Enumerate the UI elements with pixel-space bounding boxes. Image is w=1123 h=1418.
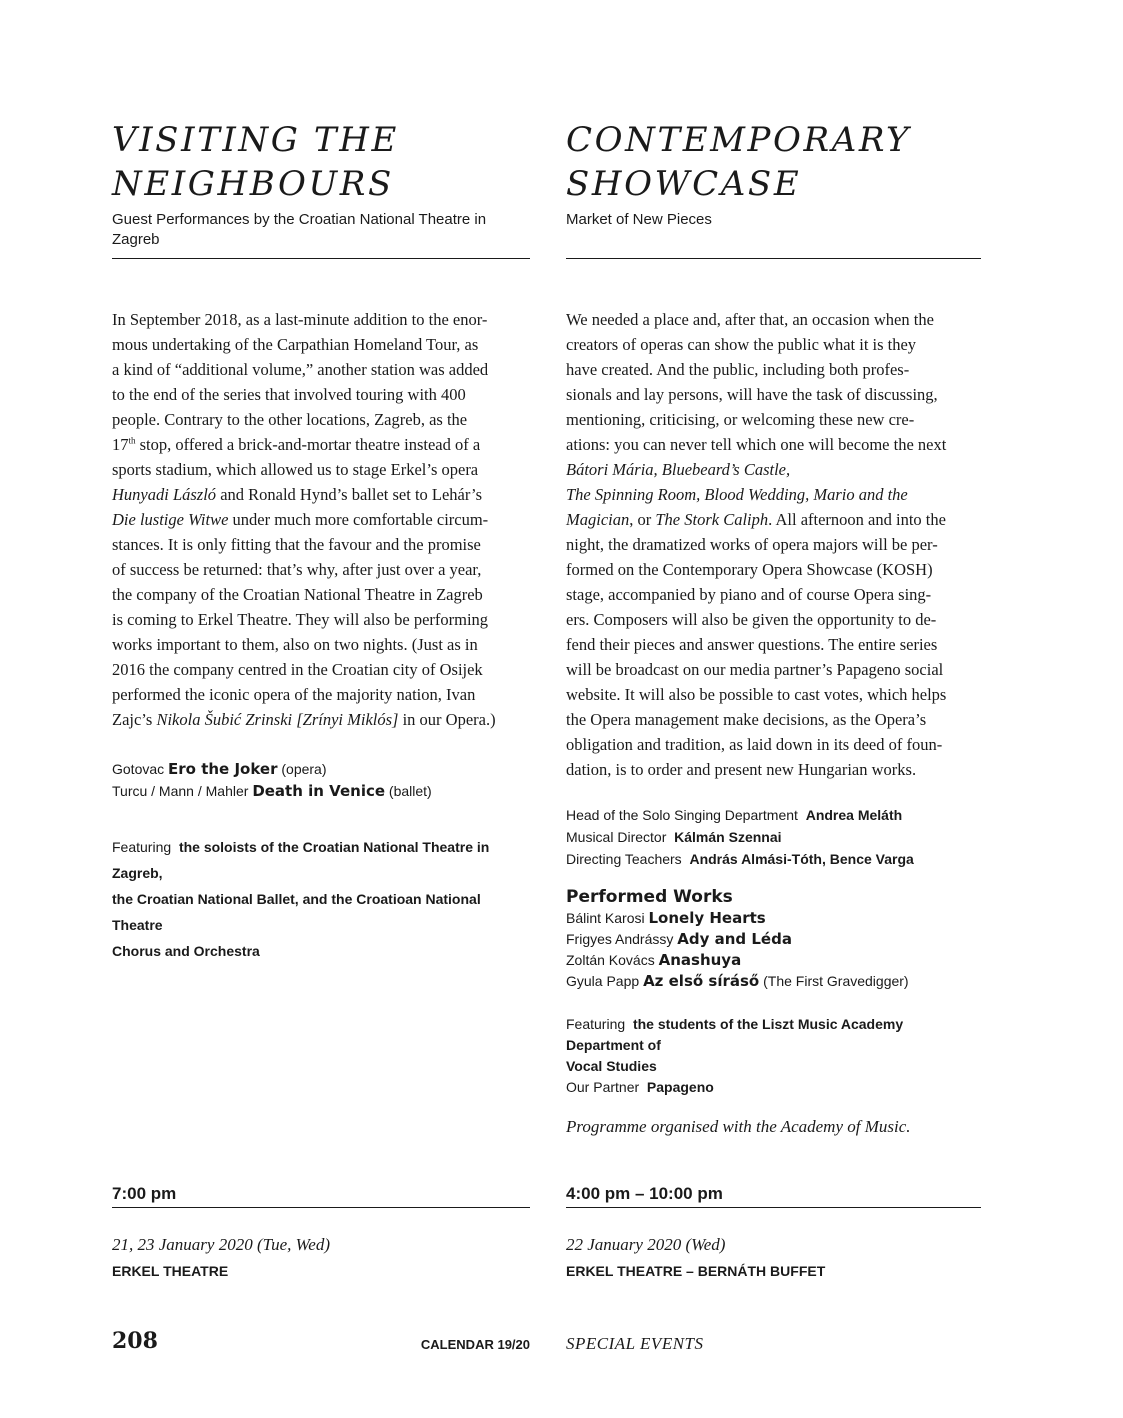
featuring-text: Vocal Studies	[566, 1058, 657, 1074]
featuring-label: Featuring	[112, 839, 172, 855]
featuring-text: the students of the Liszt Music Academy Department of	[566, 1016, 904, 1053]
right-featuring	[566, 1014, 981, 1077]
opera-title-italic: Magician	[566, 510, 630, 529]
ordinal-suffix: th	[128, 435, 136, 446]
partner-name: Papageno	[646, 1079, 714, 1095]
footer-section-label: SPECIAL EVENTS	[566, 1334, 704, 1353]
featuring-label: Featuring	[566, 1016, 626, 1032]
left-subtitle: Guest Performances by the Croatian National Theatre in Zagreb	[112, 211, 487, 248]
ballet-title-italic: Die lustige Witwe	[112, 510, 229, 529]
left-body-text: under much more comfortable circum-	[228, 510, 489, 529]
featuring-text: the soloists of the Croatian National Theatre in Zagreb,	[112, 839, 490, 881]
left-time: 7:00 pm	[112, 1184, 177, 1203]
right-body-line: stage, accompanied by piano and of course Opera sing-	[566, 585, 932, 604]
right-works-list	[566, 908, 981, 992]
left-body-line: works important to them, also on two nights. (Just as in	[112, 635, 478, 654]
right-title-line2: SHOWCASE	[566, 164, 802, 204]
work-item	[566, 950, 981, 971]
right-body-line: dation, is to order and present new Hungarian works.	[566, 760, 917, 779]
left-body-line	[112, 482, 530, 507]
work-type: (ballet)	[388, 783, 432, 799]
left-body-text: stop, offered a brick-and-mortar theatre instead of a	[135, 435, 481, 454]
right-body-line: will be broadcast on our media partner’s Papageno social	[566, 660, 944, 679]
credit-role: Head of the Solo Singing Department	[566, 807, 798, 823]
left-body-line: a kind of “additional volume,” another station was added	[112, 360, 489, 379]
right-body-line: have created. And the public, including both profes-	[566, 360, 910, 379]
left-title-line1: VISITING THE	[112, 120, 399, 160]
credit-name: Kálmán Szennai	[674, 829, 782, 845]
opera-titles-italic: The Spinning Room, Blood Wedding, Mario and the	[566, 485, 908, 504]
right-subtitle: Market of New Pieces	[566, 211, 712, 228]
left-top-divider	[112, 258, 530, 259]
partner-label: Our Partner	[566, 1079, 640, 1095]
right-body-line: mentioning, criticising, or welcoming these new cre-	[566, 410, 915, 429]
credit-role: Directing Teachers	[566, 851, 682, 867]
left-featuring	[112, 834, 530, 964]
work-title: Death in Venice	[252, 782, 386, 800]
work-composer: Gyula Papp	[566, 973, 640, 989]
credit-item	[566, 804, 981, 826]
work-composer: Turcu / Mann / Mahler	[112, 783, 249, 799]
left-body-text: and Ronald Hynd’s ballet set to Lehár’s	[216, 485, 482, 504]
work-composer: Bálint Karosi	[566, 910, 645, 926]
right-time: 4:00 pm – 10:00 pm	[566, 1184, 723, 1203]
left-body-line: people. Contrary to the other locations, Zagreb, as the	[112, 410, 468, 429]
left-venue: ERKEL THEATRE	[112, 1263, 229, 1279]
left-body	[112, 307, 530, 732]
work-title: Az első síráső	[643, 972, 760, 990]
left-body-text: Zajc’s	[112, 710, 157, 729]
work-composer: Gotovac	[112, 761, 165, 777]
right-body-line: the Opera management make decisions, as the Opera’s	[566, 710, 927, 729]
opera-titles-italic: Bátori Mária, Bluebeard’s Castle,	[566, 460, 791, 479]
footer-calendar-label: CALENDAR 19/20	[420, 1337, 530, 1352]
work-item	[566, 929, 981, 950]
left-body-line: sports stadium, which allowed us to stage Erkel’s opera	[112, 460, 479, 479]
left-body-line	[112, 707, 530, 732]
right-top-divider	[566, 258, 981, 259]
right-body-line: ations: you can never tell which one will become the next	[566, 435, 947, 454]
ordinal-number: 17	[112, 435, 129, 454]
left-works-list	[112, 758, 530, 802]
left-body-line: mous undertaking of the Carpathian Homeland Tour, as	[112, 335, 479, 354]
opera-title-italic: Nikola Šubić Zrinski [Zrínyi Miklós]	[156, 710, 399, 729]
left-body-line: 2016 the company centred in the Croatian city of Osijek	[112, 660, 483, 679]
left-body-line: the company of the Croatian National Theatre in Zagreb	[112, 585, 483, 604]
left-body-line: stances. It is only fitting that the favour and the promise	[112, 535, 481, 554]
right-partner	[566, 1076, 981, 1098]
work-composer: Zoltán Kovács	[566, 952, 655, 968]
right-body-line: formed on the Contemporary Opera Showcase (KOSH)	[566, 560, 933, 579]
right-title-line1: CONTEMPORARY	[566, 120, 912, 160]
left-body-line: to the end of the series that involved touring with 400	[112, 385, 466, 404]
left-time-divider	[112, 1207, 530, 1208]
left-title	[112, 118, 530, 206]
right-title	[566, 118, 981, 206]
right-body-line: ers. Composers will also be given the opportunity to de-	[566, 610, 937, 629]
work-title: Ady and Léda	[677, 930, 792, 948]
right-body-line: obligation and tradition, as laid down in its deed of foun-	[566, 735, 943, 754]
featuring-text: the Croatian National Ballet, and the Croatioan National Theatre	[112, 891, 481, 933]
work-title: Lonely Hearts	[648, 909, 766, 927]
credit-role: Musical Director	[566, 829, 667, 845]
work-title: Anashuya	[658, 951, 742, 969]
featuring-text: Chorus and Orchestra	[112, 943, 260, 959]
right-body-line: website. It will also be possible to cast votes, which helps	[566, 685, 947, 704]
left-body-line: is coming to Erkel Theatre. They will also be performing	[112, 610, 489, 629]
right-venue: ERKEL THEATRE – BERNÁTH BUFFET	[566, 1263, 826, 1279]
right-body-line: fend their pieces and answer questions. The entire series	[566, 635, 938, 654]
left-body-line	[112, 432, 530, 457]
programme-note: Programme organised with the Academy of Music.	[566, 1117, 911, 1136]
work-title: Ero the Joker	[168, 760, 278, 778]
right-credits	[566, 804, 981, 870]
work-type: (opera)	[281, 761, 327, 777]
credit-name: Andrea Meláth	[805, 807, 903, 823]
left-title-line2: NEIGHBOURS	[112, 164, 394, 204]
left-body-line	[112, 507, 530, 532]
right-body-line	[566, 457, 981, 482]
right-body-line	[566, 482, 981, 507]
left-body-line: In September 2018, as a last-minute addition to the enor-	[112, 310, 488, 329]
right-body-line: sionals and lay persons, will have the task of discussing,	[566, 385, 938, 404]
right-time-divider	[566, 1207, 981, 1208]
credit-item	[566, 848, 981, 870]
work-composer: Frigyes Andrássy	[566, 931, 674, 947]
work-item	[566, 908, 981, 929]
left-body-line: performed the iconic opera of the majority nation, Ivan	[112, 685, 476, 704]
performed-works-heading: Performed Works	[566, 887, 733, 907]
right-body-line: creators of operas can show the public what it is they	[566, 335, 917, 354]
credit-item	[566, 826, 981, 848]
work-item	[112, 780, 530, 802]
right-body	[566, 307, 981, 782]
left-body-text: in our Opera.)	[398, 710, 496, 729]
right-body-text: . All afternoon and into the	[768, 510, 946, 529]
right-date: 22 January 2020 (Wed)	[566, 1235, 726, 1254]
work-item	[566, 971, 981, 992]
page-number: 208	[112, 1328, 158, 1354]
left-date: 21, 23 January 2020 (Tue, Wed)	[112, 1235, 330, 1254]
right-body-line: We needed a place and, after that, an occasion when the	[566, 310, 934, 329]
left-body-line: of success be returned: that’s why, after just over a year,	[112, 560, 482, 579]
right-body-line: night, the dramatized works of opera majors will be per-	[566, 535, 938, 554]
opera-title-italic: The Stork Caliph	[655, 510, 769, 529]
right-body-text: , or	[629, 510, 656, 529]
work-note: (The First Gravedigger)	[763, 973, 909, 989]
credit-name: András Almási-Tóth, Bence Varga	[689, 851, 914, 867]
right-body-line	[566, 507, 981, 532]
opera-title-italic: Hunyadi László	[112, 485, 217, 504]
work-item	[112, 758, 530, 780]
